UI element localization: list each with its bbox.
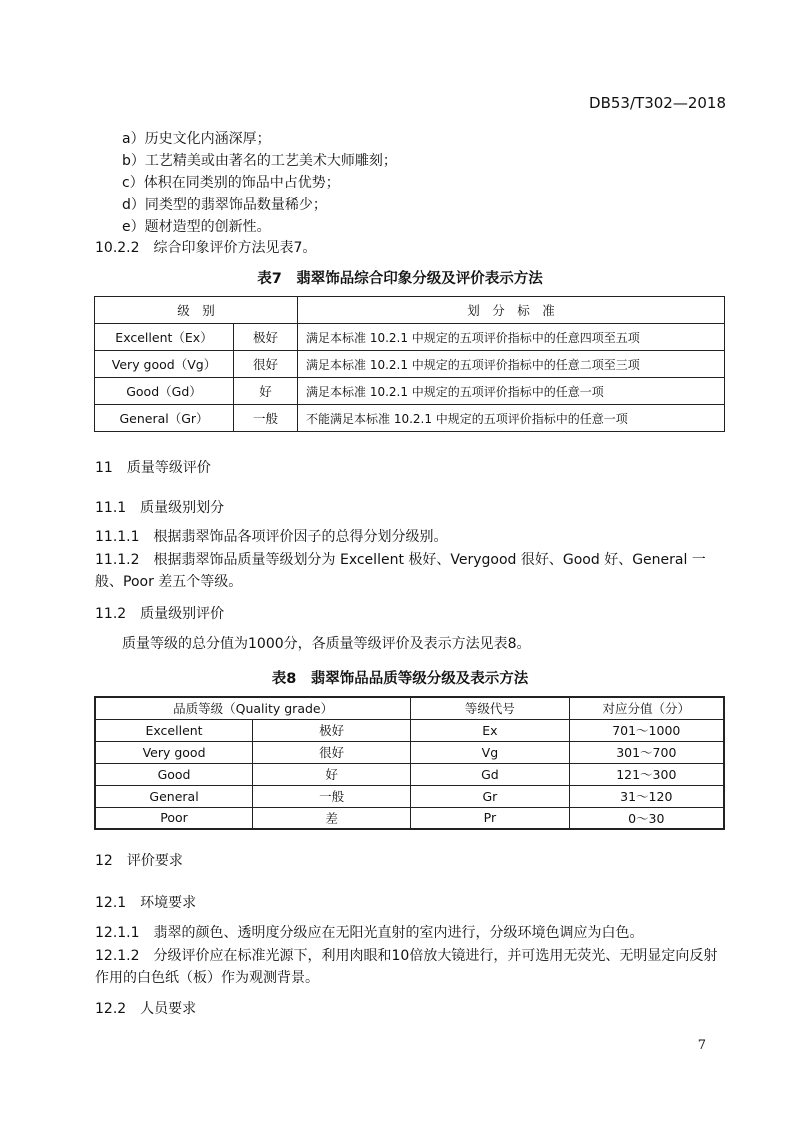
section-11-heading: 11 质量等级评价 [95, 460, 211, 476]
table-cell: Good [95, 763, 253, 785]
table-cell: General [95, 785, 253, 807]
section-11-2-heading: 11.2 质量级别评价 [95, 606, 225, 622]
table-cell: 一般 [253, 785, 411, 807]
table-cell: 满足本标准 10.2.1 中规定的五项评价指标中的任意一项 [298, 378, 725, 405]
table-row [95, 351, 725, 378]
table-cell: 满足本标准 10.2.1 中规定的五项评价指标中的任意二项至三项 [298, 351, 725, 378]
section-12-2-heading: 12.2 人员要求 [95, 1001, 197, 1017]
table-cell: 极好 [234, 324, 298, 351]
table-cell: Ex [411, 719, 569, 741]
table-cell: 差 [253, 807, 411, 829]
table-cell: 121～300 [569, 763, 724, 785]
table-header-row [95, 297, 725, 324]
table7 [94, 296, 725, 432]
table-cell: 很好 [253, 741, 411, 763]
table-cell: Excellent [95, 719, 253, 741]
table8 [94, 696, 725, 830]
table-cell: 很好 [234, 351, 298, 378]
table-row [95, 405, 725, 432]
table-cell: Very good [95, 741, 253, 763]
table-row [95, 378, 725, 405]
table-cell: Gr [411, 785, 569, 807]
table-header-cell: 对应分值（分） [569, 697, 724, 719]
table-cell: 301～700 [569, 741, 724, 763]
table-header-cell: 等级代号 [411, 697, 569, 719]
table-cell: 满足本标准 10.2.1 中规定的五项评价指标中的任意四项至五项 [298, 324, 725, 351]
section-11-1-heading: 11.1 质量级别划分 [95, 500, 225, 516]
section-12-heading: 12 评价要求 [95, 853, 183, 869]
table-cell: 好 [234, 378, 298, 405]
table-row [95, 324, 725, 351]
section-12-1-heading: 12.1 环境要求 [95, 895, 197, 911]
table-row [95, 719, 724, 741]
table-row [95, 807, 724, 829]
table-header-cell: 品质等级（Quality grade） [95, 697, 411, 719]
table-cell: Vg [411, 741, 569, 763]
clause-11-1-2: 11.1.2 根据翡翠饰品质量等级划分为 Excellent 极好、Verygood 很好、Good 好、General 一般、Poor 差五个等级。 [95, 552, 706, 590]
table-cell: Excellent（Ex） [95, 324, 234, 351]
table-cell: 极好 [253, 719, 411, 741]
table-cell: Pr [411, 807, 569, 829]
table7-caption: 表7 翡翠饰品综合印象分级及评价表示方法 [257, 271, 543, 287]
table-row [95, 763, 724, 785]
table-cell: 701～1000 [569, 719, 724, 741]
list-item: e）题材造型的创新性。 [122, 219, 271, 235]
document-number: DB53/T302—2018 [589, 94, 726, 112]
page-number: 7 [697, 1038, 706, 1053]
clause-10-2-2: 10.2.2 综合印象评价方法见表7。 [95, 240, 317, 256]
clause-12-1-1: 12.1.1 翡翠的颜色、透明度分级应在无阳光直射的室内进行，分级环境色调应为白色。 [95, 925, 644, 941]
clause-12-1-2: 12.1.2 分级评价应在标准光源下，利用肉眼和10倍放大镜进行，并可选用无荧光、无明显定向反射作用的白色纸（板）作为观测背景。 [95, 948, 718, 986]
table-cell: Very good（Vg） [95, 351, 234, 378]
table-cell: General（Gr） [95, 405, 234, 432]
table-header-cell: 划 分 标 准 [298, 297, 725, 324]
list-item: c）体积在同类别的饰品中占优势； [122, 175, 340, 191]
table-cell: Gd [411, 763, 569, 785]
table-cell: 一般 [234, 405, 298, 432]
clause-11-1-1: 11.1.1 根据翡翠饰品各项评价因子的总得分划分级别。 [95, 529, 448, 545]
table-row [95, 785, 724, 807]
list-item: b）工艺精美或由著名的工艺美术大师雕刻； [122, 153, 397, 169]
table8-caption: 表8 翡翠饰品品质等级分级及表示方法 [271, 671, 529, 687]
table-cell: 0～30 [569, 807, 724, 829]
list-item: d）同类型的翡翠饰品数量稀少； [122, 197, 327, 213]
table-cell: 好 [253, 763, 411, 785]
table-row [95, 741, 724, 763]
table-cell: Poor [95, 807, 253, 829]
table-cell: Good（Gd） [95, 378, 234, 405]
table-cell: 31～120 [569, 785, 724, 807]
table-header-row [95, 697, 724, 719]
list-item: a）历史文化内涵深厚； [122, 131, 271, 147]
clause-11-2-text: 质量等级的总分值为1000分，各质量等级评价及表示方法见表8。 [122, 636, 531, 652]
table-cell: 不能满足本标准 10.2.1 中规定的五项评价指标中的任意一项 [298, 405, 725, 432]
table-header-cell: 级 别 [95, 297, 298, 324]
